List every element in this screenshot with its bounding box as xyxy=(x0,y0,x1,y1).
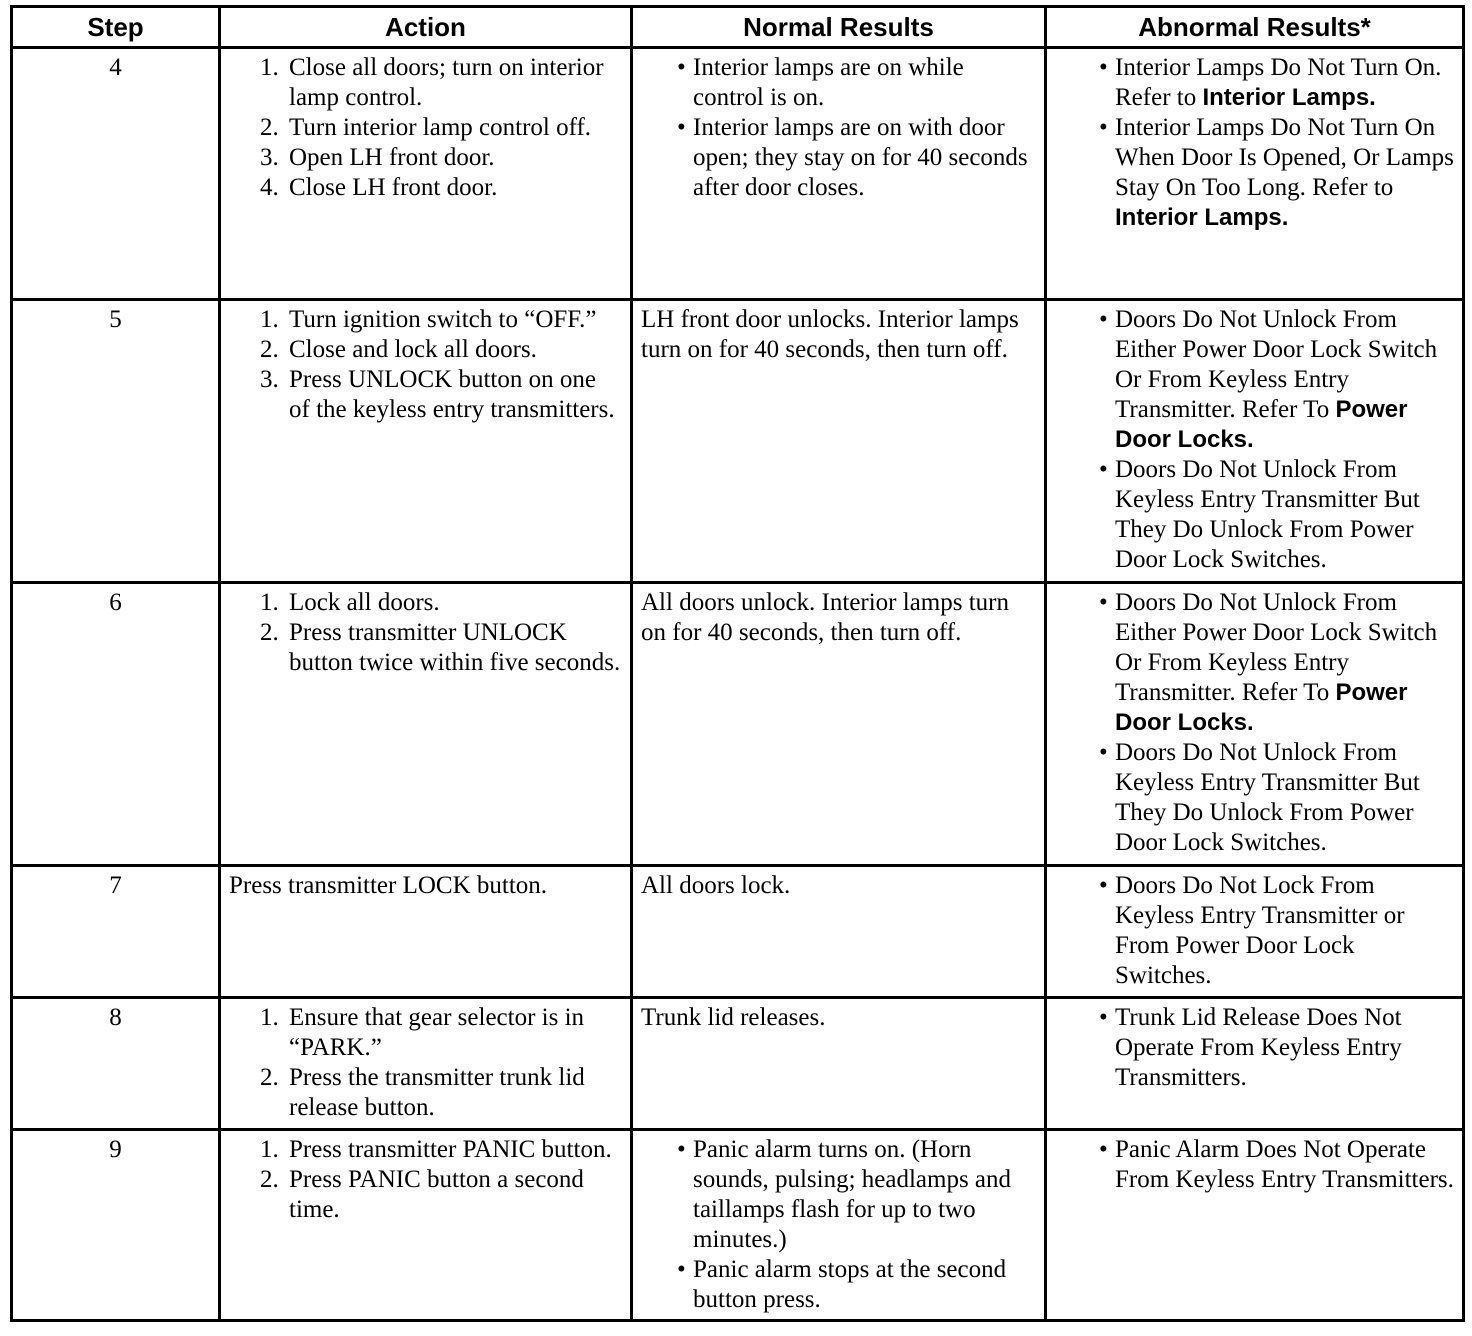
normal-results-list xyxy=(641,53,1036,203)
abnormal-result xyxy=(1093,871,1454,991)
table-row xyxy=(12,1130,1464,1321)
action-text: Press transmitter LOCK button. xyxy=(229,872,548,899)
action-step: 2. Press PANIC button a second time. xyxy=(285,1165,622,1225)
header-action: Action xyxy=(220,7,632,48)
reference-link: Interior Lamps. xyxy=(1115,204,1289,231)
normal-results-cell xyxy=(632,300,1046,583)
normal-result: All doors lock. xyxy=(641,872,791,899)
abnormal-results-cell xyxy=(1046,300,1464,583)
abnormal-result xyxy=(1093,1135,1454,1195)
step-number: 5 xyxy=(12,300,220,583)
table-row xyxy=(12,998,1464,1130)
abnormal-result-text: Doors Do Not Unlock From Keyless Entry Transmitter But They Do Unlock From Power Door Lock Switches. xyxy=(1115,456,1420,573)
header-abnormal-results: Abnormal Results* xyxy=(1046,7,1464,48)
action-step: 2. Close and lock all doors. xyxy=(285,335,622,365)
action-step: 2. Press transmitter UNLOCK button twice within five seconds. xyxy=(285,618,622,678)
abnormal-result-text: Panic Alarm Does Not Operate From Keyless Entry Transmitters. xyxy=(1115,1136,1454,1193)
abnormal-results-cell xyxy=(1046,583,1464,866)
normal-results-cell xyxy=(632,866,1046,998)
action-step: 1. Lock all doors. xyxy=(285,588,622,618)
action-cell xyxy=(220,300,632,583)
action-cell xyxy=(220,866,632,998)
action-step: 3. Open LH front door. xyxy=(285,143,622,173)
abnormal-result-text: Doors Do Not Unlock From Either Power Door Lock Switch Or From Keyless Entry Transmitter. Refer To xyxy=(1115,589,1438,706)
action-step: 1. Press transmitter PANIC button. xyxy=(285,1135,622,1165)
action-cell xyxy=(220,1130,632,1321)
action-steps xyxy=(229,588,622,678)
action-steps xyxy=(229,53,622,203)
abnormal-result-text: Interior Lamps Do Not Turn On. Refer to xyxy=(1115,54,1442,111)
normal-result: • Panic alarm turns on. (Horn sounds, pulsing; headlamps and taillamps flash for up to two minutes.) xyxy=(671,1135,1036,1255)
action-step: 2. Press the transmitter trunk lid release button. xyxy=(285,1063,622,1123)
abnormal-results-list xyxy=(1055,1003,1454,1093)
normal-result: All doors unlock. Interior lamps turn on for 40 seconds, then turn off. xyxy=(641,589,1009,646)
abnormal-result xyxy=(1093,738,1454,858)
abnormal-result xyxy=(1093,113,1454,233)
abnormal-result-text: Doors Do Not Unlock From Either Power Door Lock Switch Or From Keyless Entry Transmitter. Refer To xyxy=(1115,306,1438,423)
action-cell xyxy=(220,998,632,1130)
abnormal-results-cell xyxy=(1046,48,1464,300)
abnormal-result xyxy=(1093,1003,1454,1093)
action-step: 1. Close all doors; turn on interior lamp control. xyxy=(285,53,622,113)
normal-result: • Panic alarm stops at the second button press. xyxy=(671,1255,1036,1315)
abnormal-results-cell xyxy=(1046,866,1464,998)
abnormal-result xyxy=(1093,455,1454,575)
reference-link: Power Door Locks. xyxy=(1115,679,1408,736)
normal-results-cell xyxy=(632,998,1046,1130)
normal-result: Trunk lid releases. xyxy=(641,1004,826,1031)
table-row xyxy=(12,48,1464,300)
abnormal-results-list xyxy=(1055,305,1454,575)
abnormal-result xyxy=(1093,305,1454,455)
reference-link: Interior Lamps. xyxy=(1202,84,1376,111)
action-steps xyxy=(229,305,622,425)
action-step: 1. Ensure that gear selector is in “PARK.” xyxy=(285,1003,622,1063)
step-number: 9 xyxy=(12,1130,220,1321)
abnormal-results-cell xyxy=(1046,1130,1464,1321)
header-normal-results: Normal Results xyxy=(632,7,1046,48)
header-row xyxy=(12,7,1464,48)
step-number: 6 xyxy=(12,583,220,866)
normal-results-cell xyxy=(632,48,1046,300)
action-cell xyxy=(220,583,632,866)
abnormal-results-list xyxy=(1055,588,1454,858)
abnormal-result-text: Doors Do Not Unlock From Keyless Entry Transmitter But They Do Unlock From Power Door Lock Switches. xyxy=(1115,739,1420,856)
normal-results-cell xyxy=(632,1130,1046,1321)
action-cell xyxy=(220,48,632,300)
abnormal-results-list xyxy=(1055,1135,1454,1195)
step-number: 8 xyxy=(12,998,220,1130)
action-steps xyxy=(229,1003,622,1123)
abnormal-results-cell xyxy=(1046,998,1464,1130)
table-row xyxy=(12,300,1464,583)
header-step: Step xyxy=(12,7,220,48)
abnormal-result-text: Trunk Lid Release Does Not Operate From Keyless Entry Transmitters. xyxy=(1115,1004,1402,1091)
action-step: 3. Press UNLOCK button on one of the keyless entry transmitters. xyxy=(285,365,622,425)
normal-result: • Interior lamps are on while control is on. xyxy=(671,53,1036,113)
abnormal-result xyxy=(1093,53,1454,113)
action-step: 1. Turn ignition switch to “OFF.” xyxy=(285,305,622,335)
action-step: 2. Turn interior lamp control off. xyxy=(285,113,622,143)
step-number: 4 xyxy=(12,48,220,300)
abnormal-results-list xyxy=(1055,53,1454,233)
normal-result: LH front door unlocks. Interior lamps turn on for 40 seconds, then turn off. xyxy=(641,306,1019,363)
diagnostic-table-page xyxy=(10,5,1462,1322)
abnormal-results-list xyxy=(1055,871,1454,991)
diagnostic-table xyxy=(10,5,1465,1322)
normal-result: • Interior lamps are on with door open; they stay on for 40 seconds after door closes. xyxy=(671,113,1036,203)
normal-results-cell xyxy=(632,583,1046,866)
normal-results-list xyxy=(641,1135,1036,1315)
table-row xyxy=(12,866,1464,998)
action-steps xyxy=(229,1135,622,1225)
step-number: 7 xyxy=(12,866,220,998)
reference-link: Power Door Locks. xyxy=(1115,396,1408,453)
abnormal-result xyxy=(1093,588,1454,738)
abnormal-result-text: Doors Do Not Lock From Keyless Entry Transmitter or From Power Door Lock Switches. xyxy=(1115,872,1405,989)
abnormal-result-text: Interior Lamps Do Not Turn On When Door Is Opened, Or Lamps Stay On Too Long. Refer to xyxy=(1115,114,1454,201)
action-step: 4. Close LH front door. xyxy=(285,173,622,203)
table-row xyxy=(12,583,1464,866)
